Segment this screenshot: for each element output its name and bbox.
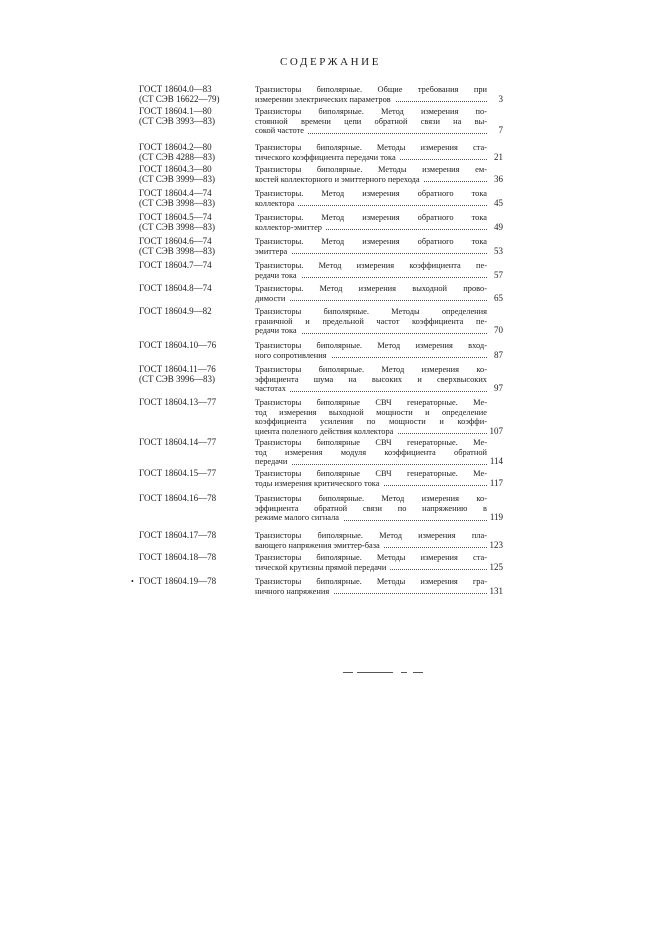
page-number: 87 [494,349,503,360]
gost-number: ГОСТ 18604.10—76 [139,340,217,350]
entry-title-line: редачи тока [255,326,301,335]
gost-number: ГОСТ 18604.13—77 [139,397,217,407]
entry-title-line: димости [255,294,289,303]
standard-code [139,531,252,541]
page-number: 21 [494,151,503,162]
gost-number: ГОСТ 18604.4—74 [139,188,212,198]
entry-title [255,341,487,360]
entry-title-line: коллектор-эмиттер [255,223,326,232]
entry-title-line: циента полезного действия коллектора [255,427,397,436]
gost-number: ГОСТ 18604.5—74 [139,212,212,222]
entry-title [255,531,487,550]
page-number: 114 [489,456,503,466]
entry-title [255,85,487,104]
gost-number: ГОСТ 18604.18—78 [139,552,217,562]
gost-number: ГОСТ 18604.3—80 [139,164,212,174]
st-sev-number: (СТ СЭВ 3996—83) [139,373,215,384]
gost-number: ГОСТ 18604.9—82 [139,306,212,316]
entry-title-line: Транзисторы. Метод измерения выходной прово- [255,284,487,293]
gost-number: ГОСТ 18604.11—76 [139,364,216,374]
entry-title [255,553,487,572]
st-sev-number: (СТ СЭВ 3998—83) [139,221,215,232]
margin-bullet-mark: • [131,577,134,586]
standard-code [139,261,252,271]
page-number: 49 [494,221,503,232]
gost-number: ГОСТ 18604.2—80 [139,142,212,152]
gost-number: ГОСТ 18604.16—78 [139,493,217,503]
gost-number: ГОСТ 18604.17—78 [139,530,217,540]
page-number: 119 [489,512,503,522]
entry-title-line: эффициента шума на высоких и сверхвысоких [255,374,487,384]
entry-title [255,284,487,303]
st-sev-number: (СТ СЭВ 3993—83) [139,115,215,126]
entry-title-line: Транзисторы биполярные. Метод измерения ко- [255,494,487,503]
entry-title [255,307,487,336]
entry-title-line: сокой частоте [255,126,308,135]
entry-title-line: тической крутизны прямой передачи [255,563,390,572]
page-number: 97 [494,383,503,393]
entry-title [255,261,487,280]
standard-code [139,469,252,479]
entry-title-line: коэффициента усиления по мощности и коэффи- [255,417,487,426]
entry-title-line: Транзисторы. Метод измерения коэффициента пе- [255,261,487,270]
page-number: 57 [494,269,503,280]
page-number: 125 [489,561,503,572]
page-number: 70 [494,325,503,335]
st-sev-number: (СТ СЭВ 16622—79) [139,93,220,104]
entry-title-line: коллектора [255,199,298,208]
standard-code [139,237,252,256]
gost-number: ГОСТ 18604.1—80 [139,106,212,116]
gost-number: ГОСТ 18604.14—77 [139,437,217,447]
st-sev-number: (СТ СЭВ 3999—83) [139,173,215,184]
entry-title-line: редачи тока [255,271,301,280]
entry-title-line: Транзисторы биполярные. Метод измерения пла- [255,531,487,540]
entry-title-line: Транзисторы биполярные. Общие требования при [255,85,487,94]
entry-title-line: тод измерения модуля коэффициента обратной [255,447,487,457]
page-number: 3 [498,93,503,104]
entry-title-line: Транзисторы биполярные. Методы измерения гра- [255,577,487,586]
entry-title-line: тического коэффициента передачи тока [255,153,400,162]
standard-code [139,365,252,384]
entry-title-line: Транзисторы биполярные. Метод измерения по- [255,107,487,116]
entry-title [255,143,487,162]
entry-title [255,469,487,488]
entry-title-line: Транзисторы биполярные СВЧ генераторные. Ме- [255,398,487,407]
page-number: 36 [494,173,503,184]
entry-title-line: костей коллекторного и эмиттерного перехода [255,175,424,184]
entry-title-line: Транзисторы биполярные. Методы определения [255,307,487,316]
page-number: 123 [489,539,503,550]
standard-code [139,143,252,162]
standard-code [139,213,252,232]
standard-code [139,341,252,351]
gost-number: ГОСТ 18604.0—83 [139,84,212,94]
standard-code [139,553,252,563]
page-number: 53 [494,245,503,256]
standard-code [139,494,252,504]
entry-title [255,365,487,394]
st-sev-number: (СТ СЭВ 3998—83) [139,197,215,208]
entry-title [255,494,487,523]
entry-title [255,398,487,436]
entry-title-line: Транзисторы. Метод измерения обратного тока [255,189,487,198]
page-number: 117 [489,477,503,488]
entry-title-line: эмиттера [255,247,291,256]
entry-title-line: тоды измерения критического тока [255,479,383,488]
entry-title [255,107,487,136]
entry-title-line: вающего напряжения эмиттер-база [255,541,384,550]
entry-title [255,237,487,256]
gost-number: ГОСТ 18604.6—74 [139,236,212,246]
entry-title [255,438,487,467]
standard-code [139,577,252,587]
page-number: 107 [489,425,503,436]
bottom-rule [343,672,423,674]
standard-code [139,165,252,184]
standard-code [139,189,252,208]
gost-number: ГОСТ 18604.8—74 [139,283,212,293]
entry-title [255,189,487,208]
entry-title-line: режиме малого сигнала [255,513,343,522]
st-sev-number: (СТ СЭВ 3998—83) [139,245,215,256]
entry-title-line: Транзисторы биполярные СВЧ генераторные. Ме- [255,438,487,447]
entry-title-line: Транзисторы биполярные СВЧ генераторные. Ме- [255,469,487,478]
entry-title-line: Транзисторы биполярные. Методы измерения ста- [255,553,487,562]
st-sev-number: (СТ СЭВ 4288—83) [139,151,215,162]
page-number: 7 [498,125,503,135]
entry-title-line: измерении электрических параметров [255,95,395,104]
standard-code [139,107,252,126]
entry-title-line: эффициента обратной связи по напряжению в [255,503,487,513]
page-number: 45 [494,197,503,208]
entry-title-line: стоянной времени цепи обратной связи на вы- [255,116,487,126]
entry-title-line: Транзисторы биполярные. Метод измерения вход- [255,341,487,350]
entry-title-line: Транзисторы. Метод измерения обратного тока [255,213,487,222]
entry-title-line: передачи [255,457,291,466]
entry-title-line: ничного напряжения [255,587,333,596]
standard-code [139,85,252,104]
page-number: 131 [489,585,503,596]
entry-title [255,577,487,596]
entry-title-line: Транзисторы биполярные. Методы измерения ем- [255,165,487,174]
entry-title-line: Транзисторы биполярные. Методы измерения ста- [255,143,487,152]
standard-code [139,398,252,408]
entry-title-line: тод измерения выходной мощности и определение [255,407,487,417]
page-title: СОДЕРЖАНИЕ [279,56,382,68]
entry-title [255,213,487,232]
gost-number: ГОСТ 18604.15—77 [139,468,217,478]
page-number: 65 [494,292,503,303]
entry-title-line: ного сопротивления [255,351,331,360]
gost-number: ГОСТ 18604.7—74 [139,260,212,270]
standard-code [139,284,252,294]
standard-code [139,438,252,448]
dot-leader [255,300,487,301]
entry-title-line: Транзисторы биполярные. Метод измерения ко- [255,365,487,374]
gost-number: ГОСТ 18604.19—78 [139,576,217,586]
entry-title-line: частотах [255,384,290,393]
entry-title-line: Транзисторы. Метод измерения обратного тока [255,237,487,246]
entry-title-line: граничной и предельной частот коэффициента пе- [255,316,487,326]
standard-code [139,307,252,317]
entry-title [255,165,487,184]
